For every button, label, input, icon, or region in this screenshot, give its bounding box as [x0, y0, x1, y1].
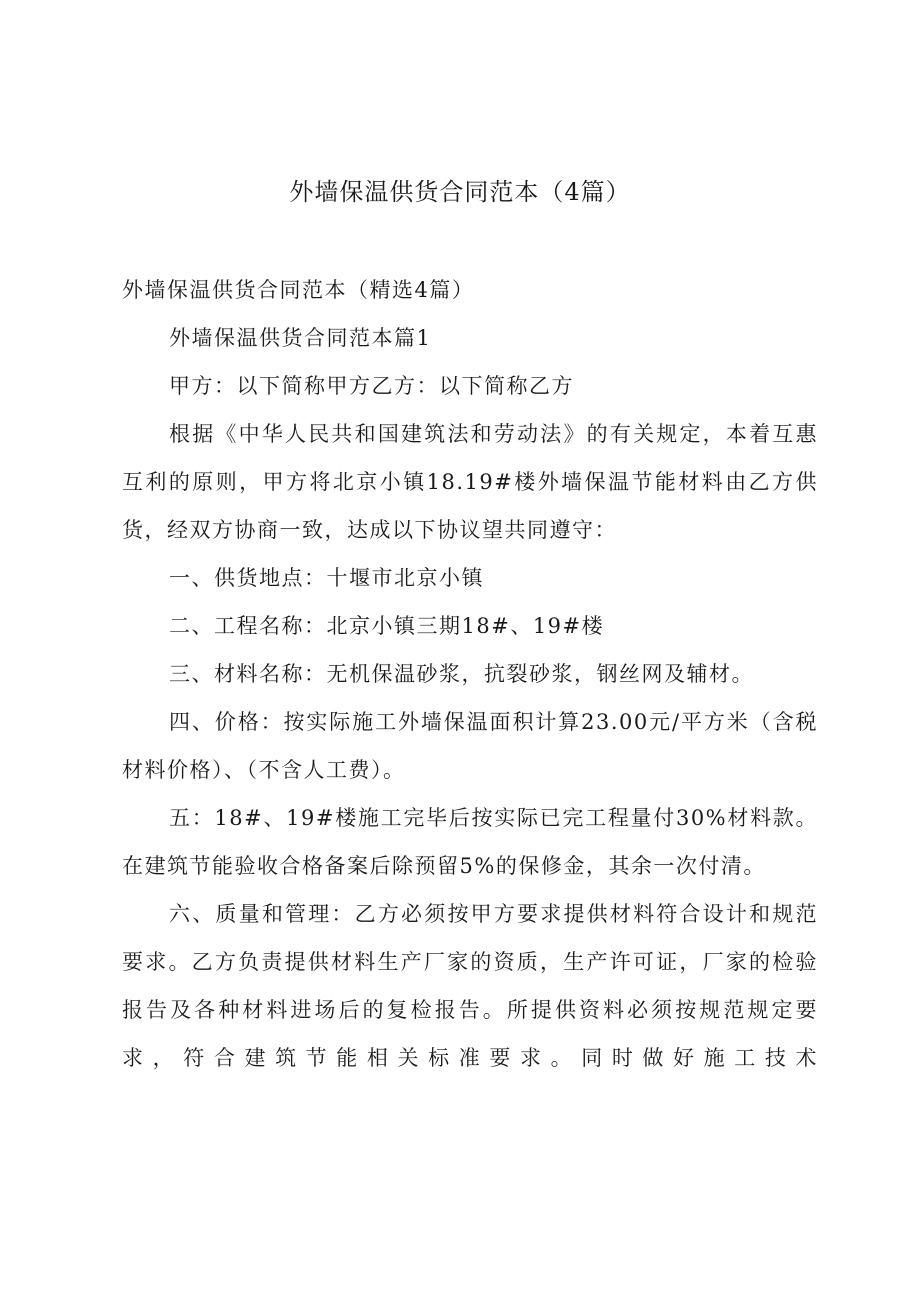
- document-subtitle: 外墙保温供货合同范本（精选4篇）: [122, 278, 475, 302]
- section-heading: 外墙保温供货合同范本篇1: [169, 326, 432, 350]
- clause-supply-location: 一、供货地点：十堰市北京小镇: [169, 566, 484, 590]
- clause-material-name: 三、材料名称：无机保温砂浆，抗裂砂浆，钢丝网及辅材。: [169, 662, 754, 686]
- clause-payment: 五：18#、19#楼施工完毕后按实际已完工程量付30%材料款。在建筑节能验收合格备案后除预留5%的保修金，其余一次付清。: [122, 806, 818, 878]
- clause-project-name: 二、工程名称：北京小镇三期18#、19#楼: [169, 614, 605, 638]
- document-title: 外墙保温供货合同范本（4篇）: [289, 178, 631, 206]
- clause-price: 四、价格：按实际施工外墙保温面积计算23.00元/平方米（含税材料价格）、（不含人工费）。: [122, 710, 818, 782]
- clause-quality-management: 六、质量和管理：乙方必须按甲方要求提供材料符合设计和规范要求。乙方负责提供材料生产厂家的资质，生产许可证，厂家的检验报告及各种材料进场后的复检报告。所提供资料必须按规范规定要求，符合建筑节能相关标准要求。同时做好施工技术: [122, 902, 818, 1070]
- contract-preamble: 根据《中华人民共和国建筑法和劳动法》的有关规定，本着互惠互利的原则，甲方将北京小镇18.19#楼外墙保温节能材料由乙方供货，经双方协商一致，达成以下协议望共同遵守：: [122, 422, 818, 542]
- contract-parties: 甲方：以下简称甲方乙方：以下简称乙方: [169, 374, 574, 398]
- document-body: [122, 266, 818, 1082]
